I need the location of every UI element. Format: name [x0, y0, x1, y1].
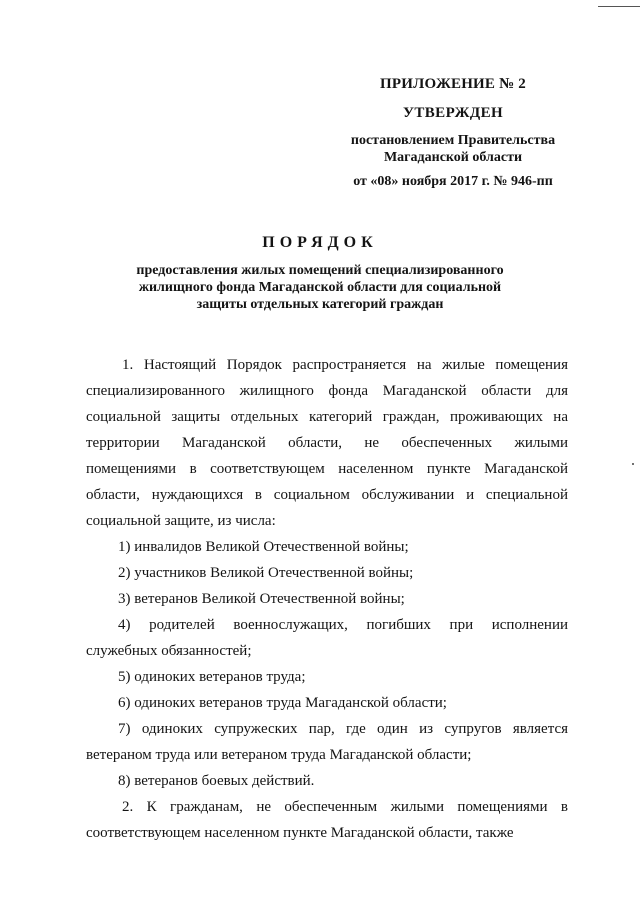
list-item: 2) участников Великой Отечественной войны;	[118, 565, 414, 581]
subtitle-line2: жилищного фонда Магаданской области для социальной	[138, 280, 502, 295]
approved-date: от «08» ноября 2017 г. № 946-пп	[353, 174, 553, 189]
list-item: 6) одиноких ветеранов труда Магаданской области;	[118, 695, 447, 711]
approval-header	[328, 76, 578, 190]
annex-label: ПРИЛОЖЕНИЕ № 2	[379, 76, 527, 92]
subtitle-line1: предоставления жилых помещений специализированного	[136, 263, 504, 278]
scan-speck	[632, 463, 634, 465]
list-item: 7) одиноких супружеских пар, где один из супругов является ветераном труда или ветераном труда Магаданской области;	[86, 721, 568, 763]
approved-by-line1: постановлением Правительства	[350, 133, 556, 148]
document-title: ПОРЯДОК	[262, 234, 378, 251]
list-item: 1) инвалидов Великой Отечественной войны;	[118, 539, 409, 555]
list-item: 8) ветеранов боевых действий.	[118, 773, 315, 789]
scan-edge-line	[598, 6, 640, 7]
paragraph-2: 2. К гражданам, не обеспеченным жилыми помещениями в соответствующем населенном пункте Магаданской области, также	[86, 799, 568, 841]
approved-by	[328, 132, 578, 166]
approved-label: УТВЕРЖДЕН	[402, 105, 504, 121]
approved-by-line2: Магаданской области	[383, 150, 523, 165]
list-item: 3) ветеранов Великой Отечественной войны;	[118, 591, 405, 607]
document-subtitle	[0, 262, 640, 313]
list-item: 5) одиноких ветеранов труда;	[118, 669, 306, 685]
list-item: 4) родителей военнослужащих, погибших при исполнении служебных обязанностей;	[86, 617, 568, 659]
paragraph-1: 1. Настоящий Порядок распространяется на жилые помещения специализированного жилищного фонда Магаданской области для социальной защиты отдельных категорий граждан, проживающих на территории Магаданской области, не обеспеченных жилыми помещениями в соответствующем населенном пункте Магаданской области, нуждающихся в социальном обслуживании и специальной социальной защите, из числа:	[86, 357, 568, 529]
document-body	[86, 352, 568, 846]
subtitle-line3: защиты отдельных категорий граждан	[196, 297, 444, 312]
